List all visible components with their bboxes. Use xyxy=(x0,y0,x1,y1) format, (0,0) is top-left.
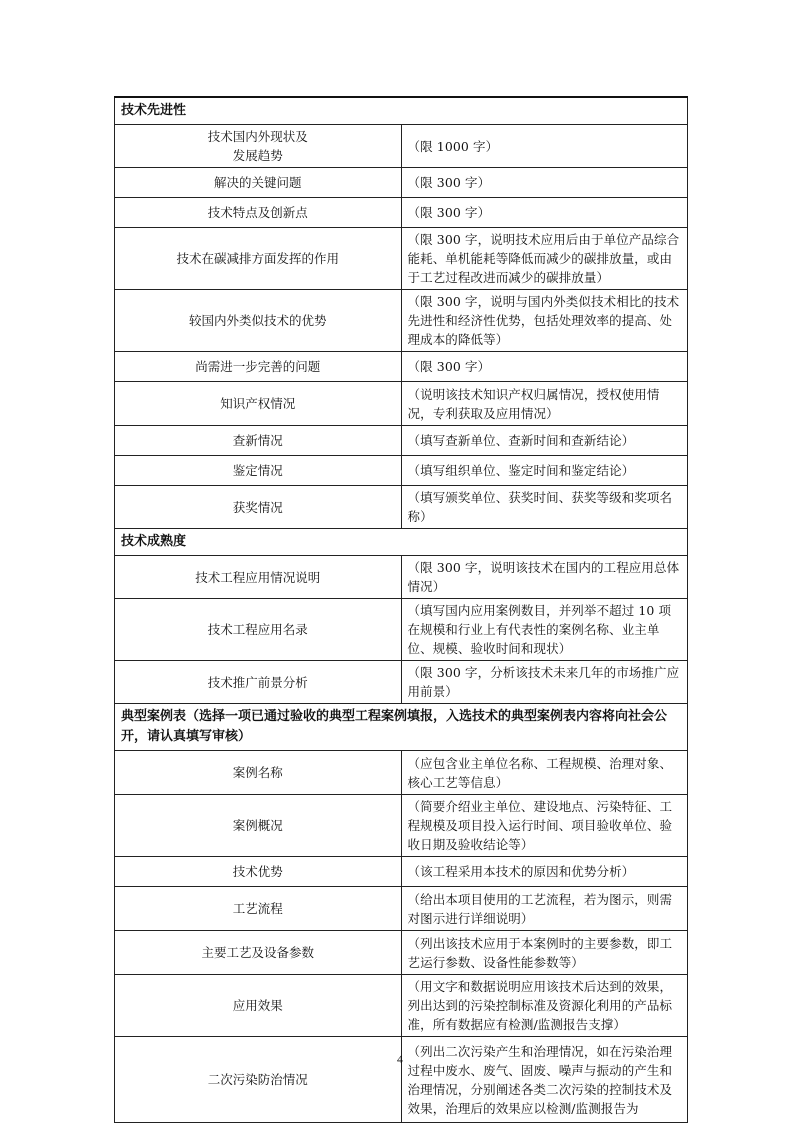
form-row xyxy=(115,599,688,661)
form-row xyxy=(115,931,688,975)
field-instruction[interactable]: （限 300 字，说明该技术在国内的工程应用总体情况） xyxy=(401,556,688,599)
field-instruction[interactable]: （限 1000 字） xyxy=(401,125,688,168)
field-label: 尚需进一步完善的问题 xyxy=(115,352,402,382)
field-instruction[interactable]: （限 300 字，说明技术应用后由于单位产品综合能耗、单机能耗等降低而减少的碳排放量，或由于工艺过程改进而减少的碳排放量） xyxy=(401,228,688,290)
form-row xyxy=(115,887,688,931)
field-label: 应用效果 xyxy=(115,975,402,1037)
section-header-row xyxy=(115,97,688,125)
field-label: 技术在碳减排方面发挥的作用 xyxy=(115,228,402,290)
field-instruction[interactable]: （限 300 字） xyxy=(401,198,688,228)
field-label: 主要工艺及设备参数 xyxy=(115,931,402,975)
field-label: 二次污染防治情况 xyxy=(115,1037,402,1123)
form-row xyxy=(115,661,688,704)
field-label: 知识产权情况 xyxy=(115,382,402,426)
field-label: 较国内外类似技术的优势 xyxy=(115,290,402,352)
section-title: 技术成熟度 xyxy=(115,529,688,556)
form-row xyxy=(115,228,688,290)
form-row xyxy=(115,198,688,228)
section-title: 技术先进性 xyxy=(115,97,688,125)
page-number: 4 xyxy=(397,1052,403,1066)
form-row xyxy=(115,486,688,529)
field-label: 案例名称 xyxy=(115,751,402,795)
field-label: 技术国内外现状及 发展趋势 xyxy=(115,125,402,168)
field-instruction[interactable]: （用文字和数据说明应用该技术后达到的效果，列出达到的污染控制标准及资源化利用的产品标准，所有数据应有检测/监测报告支撑） xyxy=(401,975,688,1037)
field-label: 技术推广前景分析 xyxy=(115,661,402,704)
form-row xyxy=(115,795,688,857)
form-row xyxy=(115,352,688,382)
field-instruction[interactable]: （应包含业主单位名称、工程规模、治理对象、核心工艺等信息） xyxy=(401,751,688,795)
field-label: 查新情况 xyxy=(115,426,402,456)
field-label: 案例概况 xyxy=(115,795,402,857)
field-label: 鉴定情况 xyxy=(115,456,402,486)
field-label: 工艺流程 xyxy=(115,887,402,931)
field-instruction[interactable]: （列出该技术应用于本案例时的主要参数，即工艺运行参数、设备性能参数等） xyxy=(401,931,688,975)
field-instruction[interactable]: （说明该技术知识产权归属情况，授权使用情况，专利获取及应用情况） xyxy=(401,382,688,426)
form-row xyxy=(115,1037,688,1123)
section-title: 典型案例表（选择一项已通过验收的典型工程案例填报，入选技术的典型案例表内容将向社会公开，请认真填写审核） xyxy=(115,704,688,751)
field-label: 技术特点及创新点 xyxy=(115,198,402,228)
field-label: 技术工程应用名录 xyxy=(115,599,402,661)
field-instruction[interactable]: （简要介绍业主单位、建设地点、污染特征、工程规模及项目投入运行时间、项目验收单位、验收日期及验收结论等） xyxy=(401,795,688,857)
form-row xyxy=(115,290,688,352)
field-instruction[interactable]: （给出本项目使用的工艺流程，若为图示，则需对图示进行详细说明） xyxy=(401,887,688,931)
field-label: 获奖情况 xyxy=(115,486,402,529)
form-row xyxy=(115,857,688,887)
form-row xyxy=(115,382,688,426)
field-instruction[interactable]: （该工程采用本技术的原因和优势分析） xyxy=(401,857,688,887)
section-header-row xyxy=(115,704,688,751)
form-row xyxy=(115,975,688,1037)
field-instruction[interactable]: （列出二次污染产生和治理情况，如在污染治理过程中废水、废气、固废、噪声与振动的产生和治理情况，分别阐述各类二次污染的控制技术及效果，治理后的效果应以检测/监测报告为 xyxy=(401,1037,688,1123)
field-instruction[interactable]: （限 300 字，说明与国内外类似技术相比的技术先进性和经济性优势，包括处理效率的提高、处理成本的降低等） xyxy=(401,290,688,352)
field-label: 技术优势 xyxy=(115,857,402,887)
form-row xyxy=(115,751,688,795)
section-header-row xyxy=(115,529,688,556)
form-row xyxy=(115,168,688,198)
field-instruction[interactable]: （限 300 字） xyxy=(401,168,688,198)
form-sheet xyxy=(114,96,688,1123)
field-instruction[interactable]: （填写国内应用案例数目，并列举不超过 10 项在规模和行业上有代表性的案例名称、业主单位、规模、验收时间和现状） xyxy=(401,599,688,661)
form-row xyxy=(115,556,688,599)
field-label: 解决的关键问题 xyxy=(115,168,402,198)
field-instruction[interactable]: （填写组织单位、鉴定时间和鉴定结论） xyxy=(401,456,688,486)
form-row xyxy=(115,125,688,168)
field-instruction[interactable]: （填写颁奖单位、获奖时间、获奖等级和奖项名称） xyxy=(401,486,688,529)
field-label: 技术工程应用情况说明 xyxy=(115,556,402,599)
form-row xyxy=(115,426,688,456)
field-instruction[interactable]: （限 300 字） xyxy=(401,352,688,382)
field-instruction[interactable]: （限 300 字，分析该技术未来几年的市场推广应用前景） xyxy=(401,661,688,704)
application-form-table xyxy=(114,96,688,1123)
form-row xyxy=(115,456,688,486)
field-instruction[interactable]: （填写查新单位、查新时间和查新结论） xyxy=(401,426,688,456)
